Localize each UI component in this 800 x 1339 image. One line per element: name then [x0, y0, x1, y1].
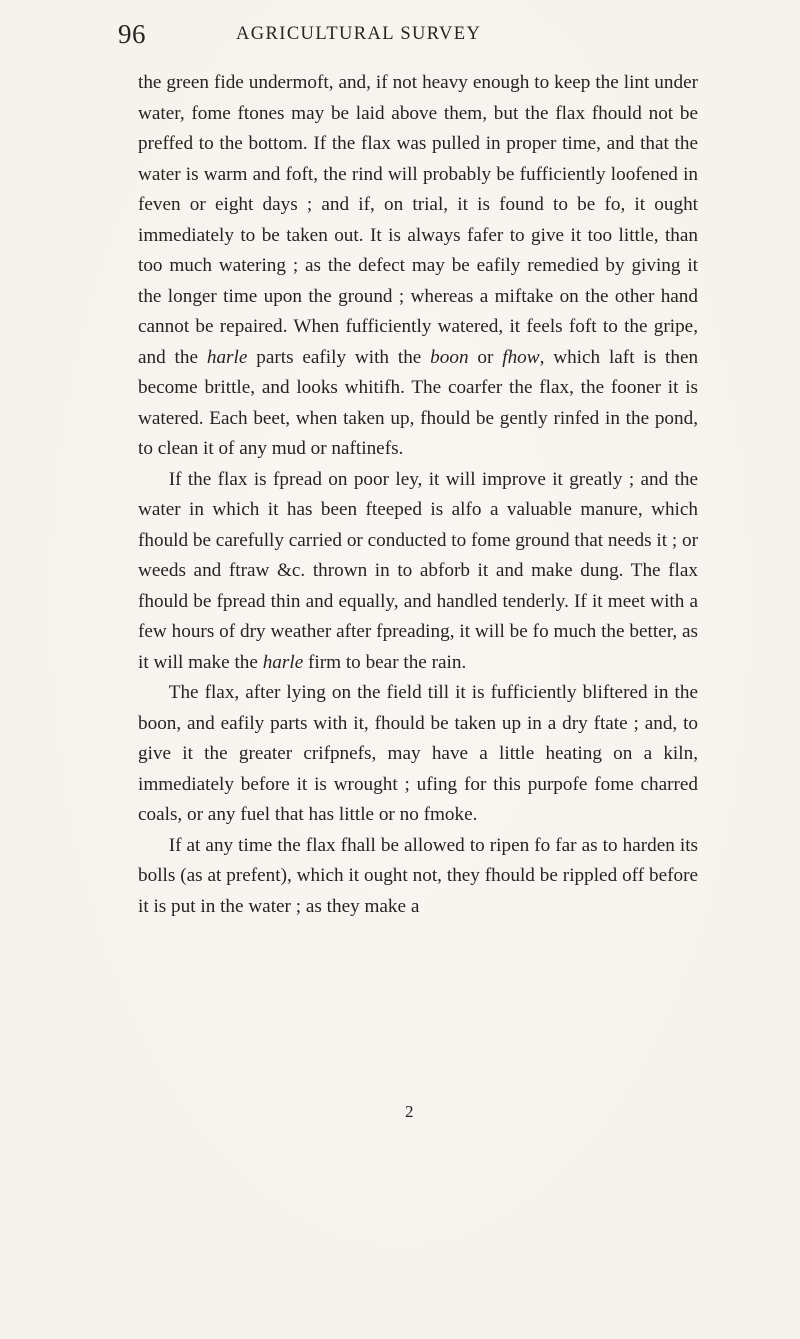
paragraph-1-part-3: , which laft is then become brittle, and looks whitifh. The coarfer the flax, the fooner it is watered. Each beet, when taken up, fhould be gently rinfed in the pond, to clean it of any mud or naftinefs. — [138, 346, 699, 459]
paragraph-2-part-2: firm to bear the rain. — [308, 651, 467, 673]
paragraph-2 — [138, 465, 698, 679]
italic-boon: boon — [430, 346, 469, 368]
running-head — [118, 14, 698, 54]
paragraph-1 — [138, 68, 698, 465]
page-number: 96 — [118, 19, 146, 49]
paragraph-4: If at any time the flax fhall be allowed to ripen fo far as to harden its bolls (as at prefent), which it ought not, they fhould be rippled off before it is put in the water ; as they make a — [138, 834, 698, 917]
italic-harle-2: harle — [262, 651, 304, 673]
header-title: AGRICULTURAL SURVEY — [236, 24, 482, 44]
italic-harle: harle — [206, 346, 248, 368]
italic-fhow: fhow — [502, 346, 540, 368]
paragraph-3: The flax, after lying on the field till it is fufficiently bliftered in the boon, and eafily parts with it, fhould be taken up in a dry ftate ; and, to give it the greater crifpnefs, may have a little heating on a kiln, immediately before it is wrought ; ufing for this purpofe fome charred coals, or any fuel that has little or no fmoke. — [138, 682, 698, 825]
word-or: or — [477, 346, 494, 368]
signature-mark: 2 — [405, 1102, 414, 1121]
paragraph-2-part-1: If the flax is fpread on poor ley, it will improve it greatly ; and the water in which it has been fteeped is alfo a valuable manure, which fhould be carefully carried or conducted to fome ground that needs it ; or weeds and ftraw &c. thrown in to abforb it and make dung. The flax fhould be fpread thin and equally, and handled tenderly. If it meet with a few hours of dry weather after fpreading, it will be fo much the better, as it will make the — [138, 468, 698, 673]
body-text — [138, 68, 698, 922]
paragraph-1-part-2: parts eafily with the — [256, 346, 422, 368]
paragraph-1-part-1: the green fide undermoft, and, if not heavy enough to keep the lint under water, fome ftones may be laid above them, but the flax fhould not be preffed to the bottom. If the flax was pulled in proper time, and that the water is warm and foft, the rind will probably be fufficiently loofened in feven or eight days ; and if, on trial, it is found to be fo, it ought immediately to be taken out. It is always fafer to give it too little, than too much watering ; as the defect may be eafily remedied by giving it the longer time upon the ground ; whereas a miftake on the other hand cannot be repaired. When fufficiently watered, it feels foft to the gripe, and the — [138, 72, 698, 368]
